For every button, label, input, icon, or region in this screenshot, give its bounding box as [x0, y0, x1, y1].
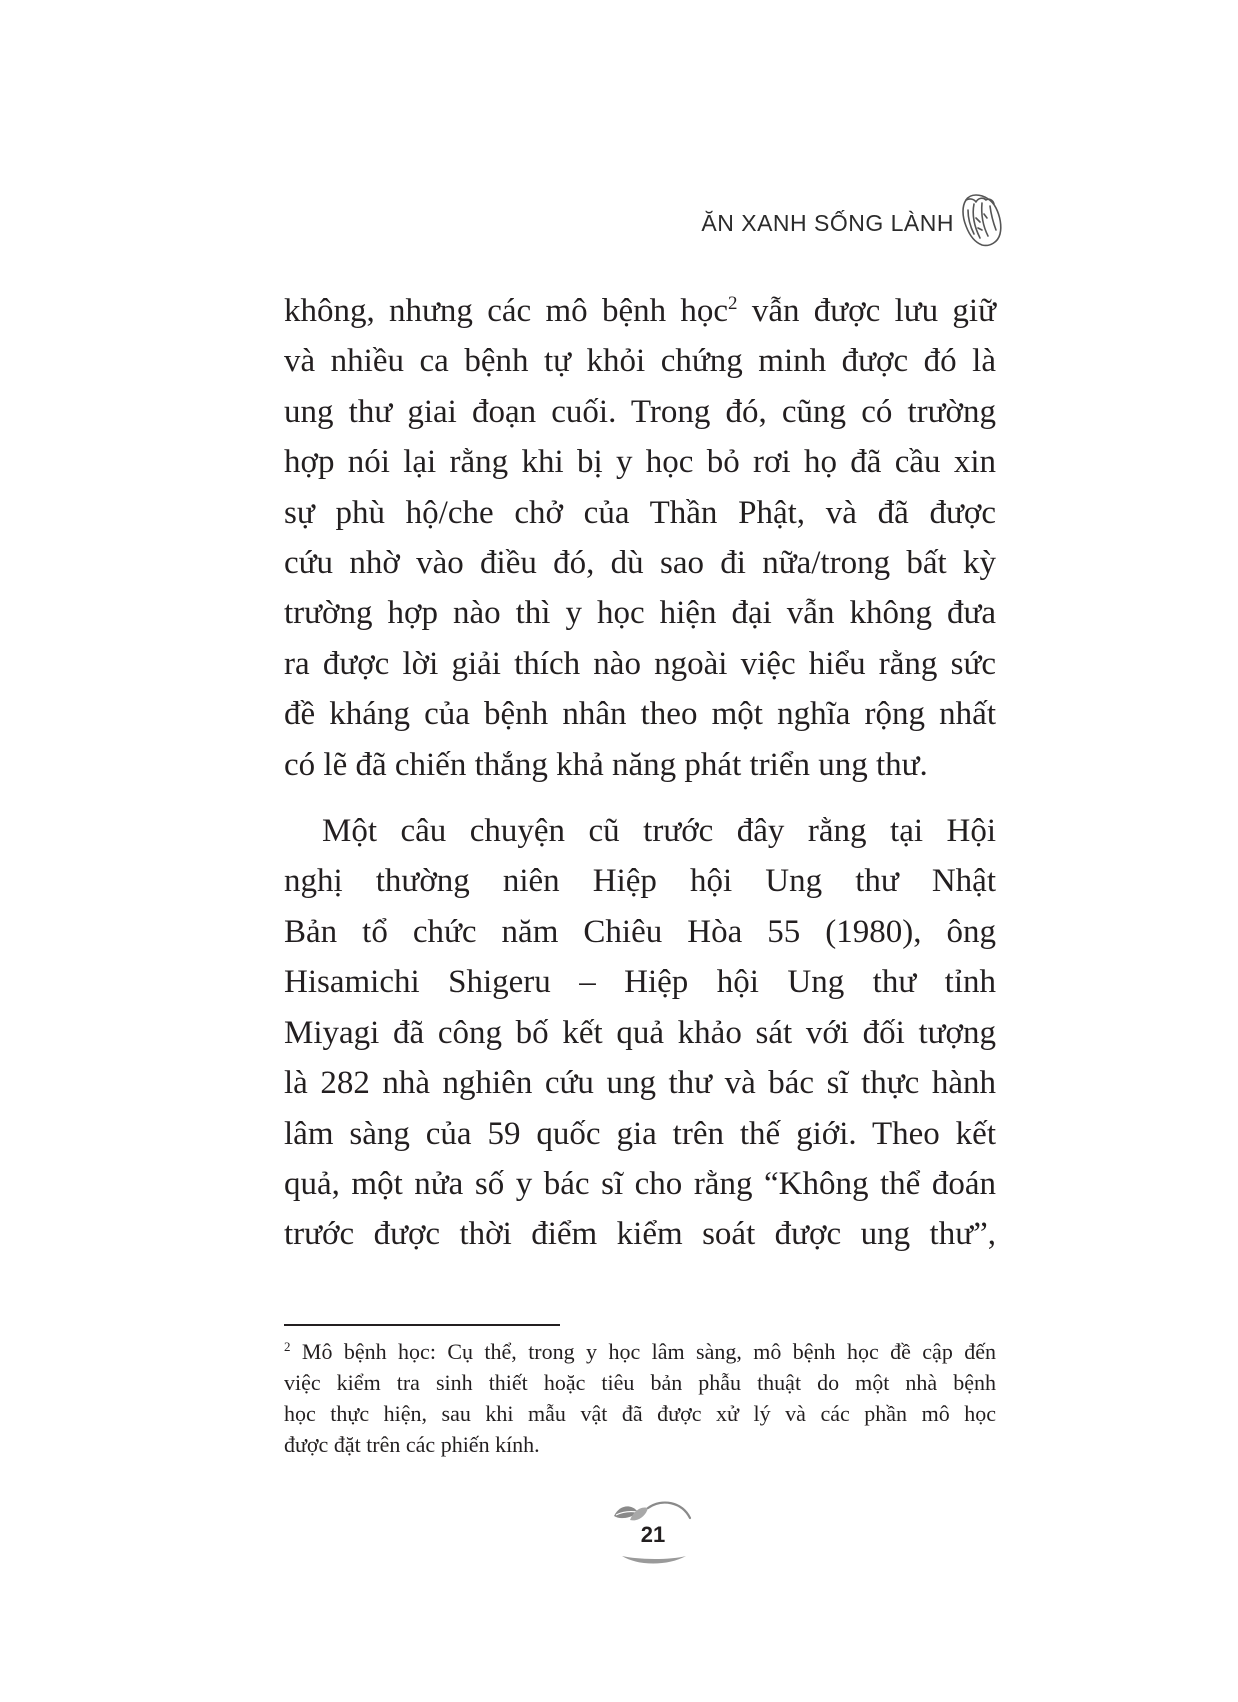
text-line: hợp nói lại rằng khi bị y học bỏ rơi họ đã cầu xin	[284, 444, 996, 481]
footnote-divider	[284, 1324, 560, 1326]
text-run: Mô bệnh học: Cụ thể, trong y học lâm sàng, mô bệnh học đề cập đến	[290, 1339, 996, 1364]
paragraph-1	[284, 286, 996, 790]
page-folio	[610, 1496, 696, 1568]
footnote-line	[284, 1336, 996, 1367]
text-line: ung thư giai đoạn cuối. Trong đó, cũng có trường	[284, 393, 996, 430]
text-line: Hisamichi Shigeru – Hiệp hội Ung thư tỉnh	[284, 964, 996, 1001]
paragraph-2	[284, 806, 996, 1260]
footnote-line: học thực hiện, sau khi mẫu vật đã được xử lý và các phần mô học	[284, 1401, 996, 1426]
text-line	[284, 286, 996, 336]
text-line: quả, một nửa số y bác sĩ cho rằng “Không thể đoán	[284, 1165, 996, 1202]
footnote-line: được đặt trên các phiến kính.	[284, 1432, 540, 1457]
text-line: Một câu chuyện cũ trước đây rằng tại Hội	[322, 813, 996, 850]
footnote-marker: 2	[284, 1339, 291, 1354]
text-line: nghị thường niên Hiệp hội Ung thư Nhật	[284, 863, 996, 900]
text-line: lâm sàng của 59 quốc gia trên thế giới. Theo kết	[284, 1115, 996, 1152]
text-line: sự phù hộ/che chở của Thần Phật, và đã được	[284, 494, 996, 531]
text-line: là 282 nhà nghiên cứu ung thư và bác sĩ thực hành	[284, 1065, 996, 1102]
cabbage-icon	[956, 192, 1004, 248]
body-text	[284, 286, 996, 1260]
footnote-ref[interactable]: 2	[728, 293, 738, 314]
text-run: không, nhưng các mô bệnh học	[284, 293, 729, 329]
text-line: Miyagi đã công bố kết quả khảo sát với đối tượng	[284, 1014, 996, 1051]
text-run: vẫn được lưu giữ	[737, 293, 996, 329]
page-number: 21	[640, 1522, 666, 1547]
footnote	[284, 1336, 996, 1460]
footnote-line: việc kiểm tra sinh thiết hoặc tiêu bản phẫu thuật do một nhà bệnh	[284, 1370, 996, 1395]
text-line: trước được thời điểm kiểm soát được ung thư”,	[284, 1216, 996, 1253]
leaf-icon	[614, 1506, 648, 1520]
text-line: đề kháng của bệnh nhân theo một nghĩa rộng nhất	[284, 696, 996, 733]
text-line: Bản tổ chức năm Chiêu Hòa 55 (1980), ông	[284, 913, 996, 950]
text-line: ra được lời giải thích nào ngoài việc hiểu rằng sức	[284, 645, 996, 682]
book-title: ĂN XANH SỐNG LÀNH	[701, 210, 954, 236]
text-line: cứu nhờ vào điều đó, dù sao đi nữa/trong bất kỳ	[284, 545, 996, 582]
running-header	[690, 192, 1050, 248]
text-line: trường hợp nào thì y học hiện đại vẫn không đưa	[284, 595, 996, 632]
text-line: và nhiều ca bệnh tự khỏi chứng minh được đó là	[284, 343, 996, 380]
text-line: có lẽ đã chiến thắng khả năng phát triển ung thư.	[284, 746, 928, 783]
